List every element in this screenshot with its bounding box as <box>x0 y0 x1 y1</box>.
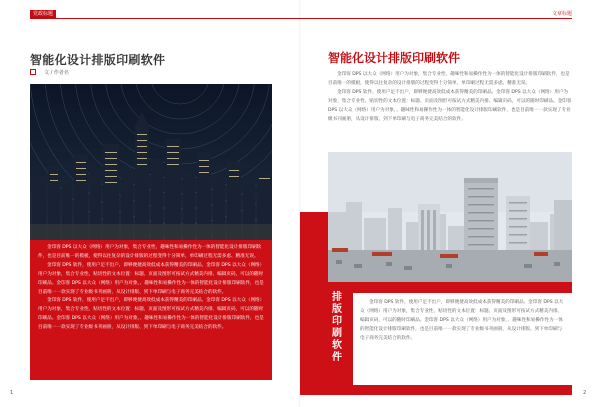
left-paragraph-3: 金印客 DPS 软件，使用户足不出户，即够便捷高效低成本获得精美的印刷品。金印客 DPS 以大众（网络）用户为对象，集合专业性、贴切性的文本位置：标题、页面及图形可按试方式精美内排、编辑页码，可以的随时印刷品。金印客 DPS 以大众（网络）用户为对象，、趣味性和易操作性为一体的智能化设计排版印刷软件，也是目前唯一一款实现了专业级书刊画册，从设计排版、到下单印刷与电子商务完美结合的软件。 <box>38 298 264 331</box>
day-city-photo <box>328 152 572 282</box>
right-page-title: 智能化设计排版印刷软件 <box>328 51 461 65</box>
vertical-title-char: 版 <box>332 304 342 315</box>
vertical-title-char: 刷 <box>332 328 342 339</box>
vertical-title-char: 件 <box>332 352 342 363</box>
left-paragraph-2: 金印客 DPS 软件，使用户足不出户，即够便捷高效低成本获得精美的印刷品。金印客 DPS 以大众（网络）用户为对象，集合专业性、贴切性的文本位置：标题、页面及图形可按试方式精美内排、编辑页码，可以的随时印刷品。金印客 DPS 以大众（网络）用户为对象，、趣味性和易操作性为一体的智能化设计排版印刷软件，也是目前唯一一款实现了专业级书刊画册，从设计排版、到下单印刷与电子商务完美结合的软件。 <box>38 262 264 295</box>
right-paragraph-1: 金印客 DPS 以大众（网络）用户为对象，集合专业性、趣味性和易操作性为一体的智能化设计排版印刷软件，也是目前唯一的模板，使得以往复杂的设计排版的过程变得十分简单，单印刷过程无需多虑、精准无误。 <box>328 72 570 86</box>
left-page-number: 1 <box>10 390 14 396</box>
night-city-photo <box>30 84 272 240</box>
left-body-text <box>38 244 264 333</box>
right-header-bar <box>300 10 572 19</box>
right-paragraph-2: 金印客 DPS 软件，使用户足不出户，即够便捷高效低成本获得精美的印刷品。金印客 DPS 以大众（网络）用户为对象，集合专业性、贴切性的文本位置：标题、页面及图形可按试方式精美内排、编辑页码，可以的随时印刷品。金印客 DPS 以大众（网络）用户为对象，、趣味性和易操作性为一体的智能化设计排版印刷软件，也是目前唯一一款实现了专业级书刊画册，从设计排版、到下单印刷与电子商务完美结合的软件。 <box>328 90 572 122</box>
left-header-bar <box>30 10 300 19</box>
author-line <box>30 67 69 77</box>
vertical-title-char: 排 <box>332 292 342 303</box>
left-paragraph-1: 金印客 DPS 以大众（网络）用户为对象，集合专业性、趣味性和易操作性为一体的智能化设计排版印刷软件，也是目前唯一的模板，使得以往复杂的设计排版的过程变得十分简单，单印刷过程无需多虑、精准无误。 <box>38 245 262 259</box>
header-article-title: 文章标题 <box>551 11 572 17</box>
right-body-text <box>328 70 572 124</box>
card-body-text <box>360 298 566 343</box>
right-page <box>300 0 600 407</box>
left-page-title: 智能化设计排版印刷软件 <box>30 53 166 67</box>
vertical-title-char: 软 <box>332 340 342 351</box>
vertical-title-char: 印 <box>332 316 342 327</box>
right-page-number: 2 <box>583 390 587 396</box>
header-tag: 党政标题 <box>30 10 56 19</box>
author-name: 文 / 作者名 <box>44 69 69 76</box>
square-bullet-icon <box>30 69 36 75</box>
vertical-section-title <box>330 292 344 364</box>
card-paragraph: 金印客 DPS 软件，使用户足不出户，即够便捷高效低成本获得精美的印刷品。金印客 DPS 以大众（网络）用户为对象，集合专业性、贴切性的文本位置：标题、页面及图形可按试方式精美内排、编辑页码，可以的随时印刷品。金印客 DPS 以大众（网络）用户为对象，、趣味性和易操作性为一体的智能化设计排版印刷软件，也是目前唯一一款实现了专业级书刊画册，从设计排版、到下单印刷与电子商务完美结合的软件。 <box>360 300 564 341</box>
spine-gutter <box>299 0 301 407</box>
